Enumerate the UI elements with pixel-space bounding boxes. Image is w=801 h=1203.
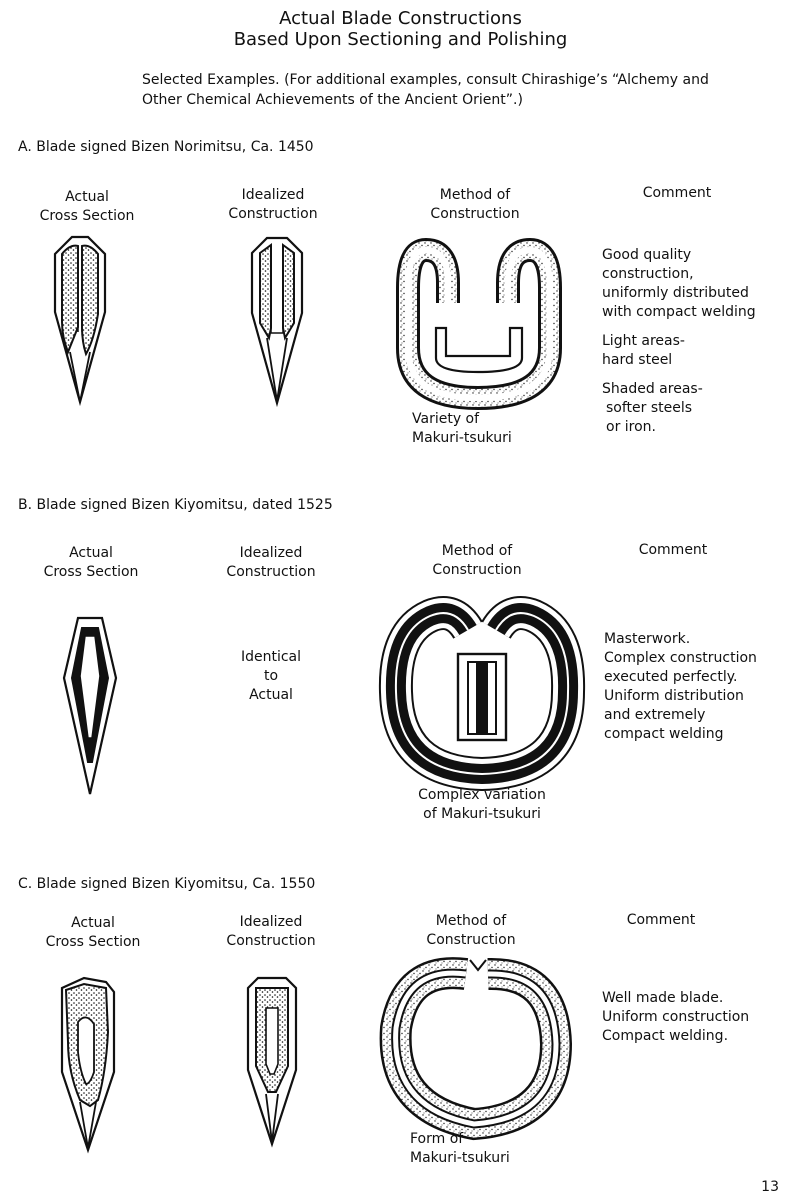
section-c-method-caption: Form of Makuri-tsukuri [410,1131,510,1166]
page-title [0,8,801,50]
section-b-actual-cross-section [58,608,122,796]
section-a-comment: Good quality construction, uniformly distributed with compact welding Light areas- hard steel Shaded areas- softer steels or iron. [602,247,756,435]
section-c-heading: C. Blade signed Bizen Kiyomitsu, Ca. 1550 [18,876,316,892]
section-a-method-diagram [406,248,552,402]
section-c-actual-label: Actual Cross Section [45,915,141,950]
section-b-method-diagram [390,602,574,778]
section-b-heading: B. Blade signed Bizen Kiyomitsu, dated 1525 [18,497,333,513]
section-a-actual-cross-section [50,232,110,404]
page-number: 13 [761,1179,779,1195]
intro-line-2: Other Chemical Achievements of the Ancient Orient”.) [142,92,523,108]
section-a-idealized-label: Idealized Construction [228,187,318,222]
section-a-actual-label: Actual Cross Section [39,189,135,224]
section-c-idealized-label: Idealized Construction [226,914,316,949]
section-a-comment-label: Comment [642,185,712,201]
section-a-heading: A. Blade signed Bizen Norimitsu, Ca. 1450 [18,139,314,155]
section-b-comment: Masterwork. Complex construction executed perfectly. Uniform distribution and extremely compact welding [604,631,757,742]
title-line-1: Actual Blade Constructions [279,8,522,29]
section-c-comment-label: Comment [626,912,696,928]
title-line-2: Based Upon Sectioning and Polishing [233,29,568,50]
section-c-comment: Well made blade. Uniform construction Compact welding. [602,990,750,1044]
section-c-method-label: Method of Construction [426,913,516,948]
section-b-idealized-label: Idealized Construction [226,545,316,580]
section-b-actual-label: Actual Cross Section [43,545,139,580]
section-b-comment-label: Comment [638,542,708,558]
section-a-idealized-construction [247,233,307,405]
section-c-actual-cross-section [58,972,118,1152]
section-b-method-caption: Complex variation of Makuri-tsukuri [418,787,546,822]
section-b-idealized-text: Identical to Actual [240,649,302,703]
intro-line-1: Selected Examples. (For additional examples, consult Chirashige’s “Alchemy and [142,72,709,88]
intro-text [142,70,782,110]
section-c-method-diagram [386,958,564,1130]
section-a-method-caption: Variety of Makuri-tsukuri [412,411,512,446]
section-c-idealized-construction [244,974,300,1146]
section-a-method-label: Method of Construction [430,187,520,222]
section-b-method-label: Method of Construction [432,543,522,578]
